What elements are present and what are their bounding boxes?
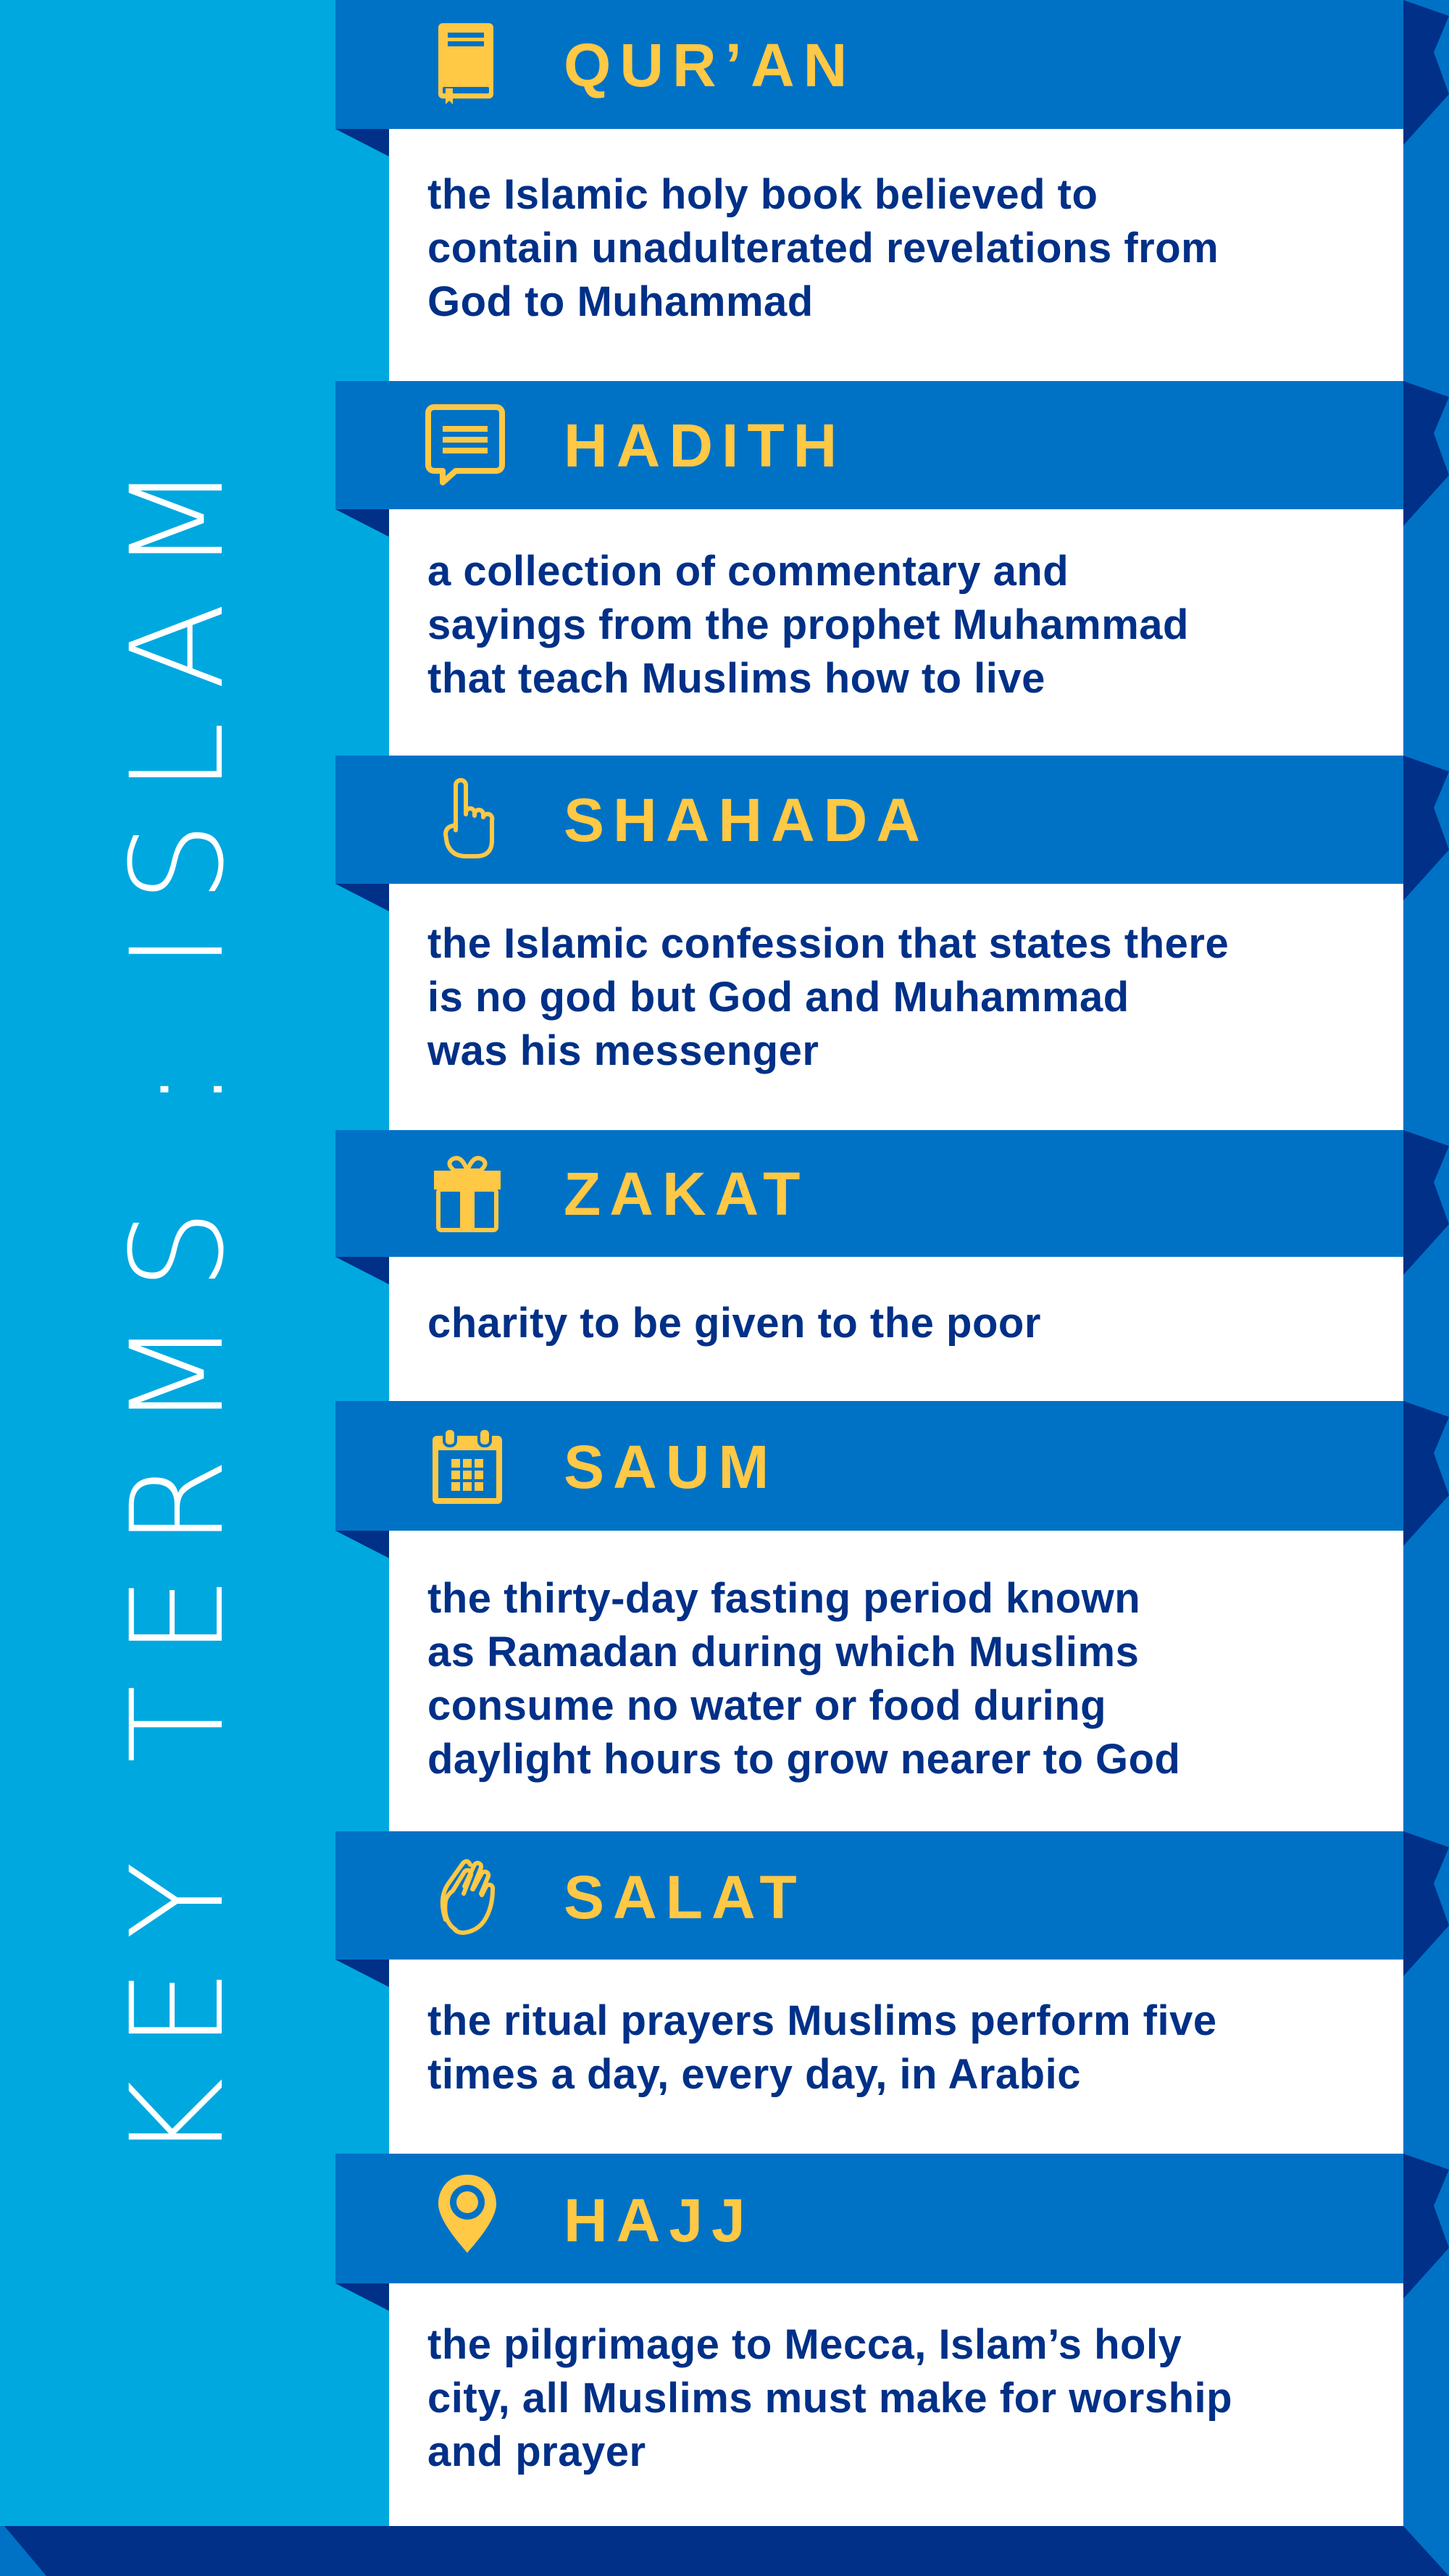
term-title: HADITH <box>564 411 846 480</box>
term-title: SHAHADA <box>564 786 929 854</box>
term-title: ZAKAT <box>564 1160 809 1228</box>
definition-line: daylight hours to grow nearer to God <box>427 1736 1181 1783</box>
ribbon-fold <box>335 1960 389 1989</box>
definition-line: God to Muhammad <box>427 278 814 325</box>
term-definition <box>427 917 1391 1078</box>
definition-line: sayings from the prophet Muhammad <box>427 601 1189 648</box>
calendar-icon <box>424 1423 511 1510</box>
definition-line: city, all Muslims must make for worship <box>427 2375 1233 2422</box>
definition-line: the ritual prayers Muslims perform five <box>427 1997 1217 2044</box>
definition-line: as Ramadan during which Muslims <box>427 1628 1140 1676</box>
ribbon-fold <box>335 2283 389 2312</box>
term-definition <box>427 1572 1391 1786</box>
term-title: SALAT <box>564 1863 806 1931</box>
definition-line: was his messenger <box>427 1027 819 1074</box>
bottom-band <box>0 2526 1449 2576</box>
definition-line: the Islamic holy book believed to <box>427 171 1098 218</box>
definition-line: charity to be given to the poor <box>427 1300 1041 1347</box>
sidebar <box>0 0 389 2528</box>
term-title: SAUM <box>564 1433 778 1501</box>
map-pin-icon <box>424 2170 511 2257</box>
speech-bubble-icon <box>424 403 511 490</box>
ribbon-tail <box>1403 381 1449 540</box>
definition-line: that teach Muslims how to live <box>427 655 1045 702</box>
term-definition <box>427 1297 1391 1350</box>
ribbon-fold <box>335 1531 389 1560</box>
term-definition <box>427 2318 1391 2479</box>
definition-line: contain unadulterated revelations from <box>427 225 1219 272</box>
ribbon-fold <box>335 509 389 538</box>
ribbon-tail <box>1403 1831 1449 1991</box>
ribbon-fold <box>335 884 389 913</box>
term-title: HAJJ <box>564 2186 754 2254</box>
ribbon-tail <box>1403 1130 1449 1289</box>
ribbon-tail <box>1403 1401 1449 1560</box>
pointing-hand-icon <box>424 777 511 863</box>
definition-line: and prayer <box>427 2428 646 2475</box>
praying-hands-icon <box>424 1852 511 1939</box>
term-definition <box>427 545 1391 706</box>
term-definition <box>427 1994 1391 2102</box>
book-icon <box>424 20 511 107</box>
definition-line: is no god but God and Muhammad <box>427 974 1129 1021</box>
sidebar-title: KEY TERMS : ISLAM <box>104 435 252 2162</box>
ribbon-tail <box>1403 756 1449 915</box>
term-definition <box>427 168 1391 329</box>
definition-line: consume no water or food during <box>427 1682 1107 1729</box>
definition-line: times a day, every day, in Arabic <box>427 2051 1081 2098</box>
ribbon-tail <box>1403 2154 1449 2313</box>
gift-icon <box>424 1150 511 1237</box>
ribbon-fold <box>335 1257 389 1286</box>
ribbon-tail <box>1403 0 1449 159</box>
definition-line: the thirty-day fasting period known <box>427 1575 1141 1622</box>
definition-line: the Islamic confession that states there <box>427 920 1229 967</box>
ribbon-fold <box>335 129 389 158</box>
definition-line: a collection of commentary and <box>427 548 1069 595</box>
content-panel <box>389 0 1403 2528</box>
definition-line: the pilgrimage to Mecca, Islam’s holy <box>427 2321 1182 2368</box>
term-title: QUR’AN <box>564 31 856 99</box>
